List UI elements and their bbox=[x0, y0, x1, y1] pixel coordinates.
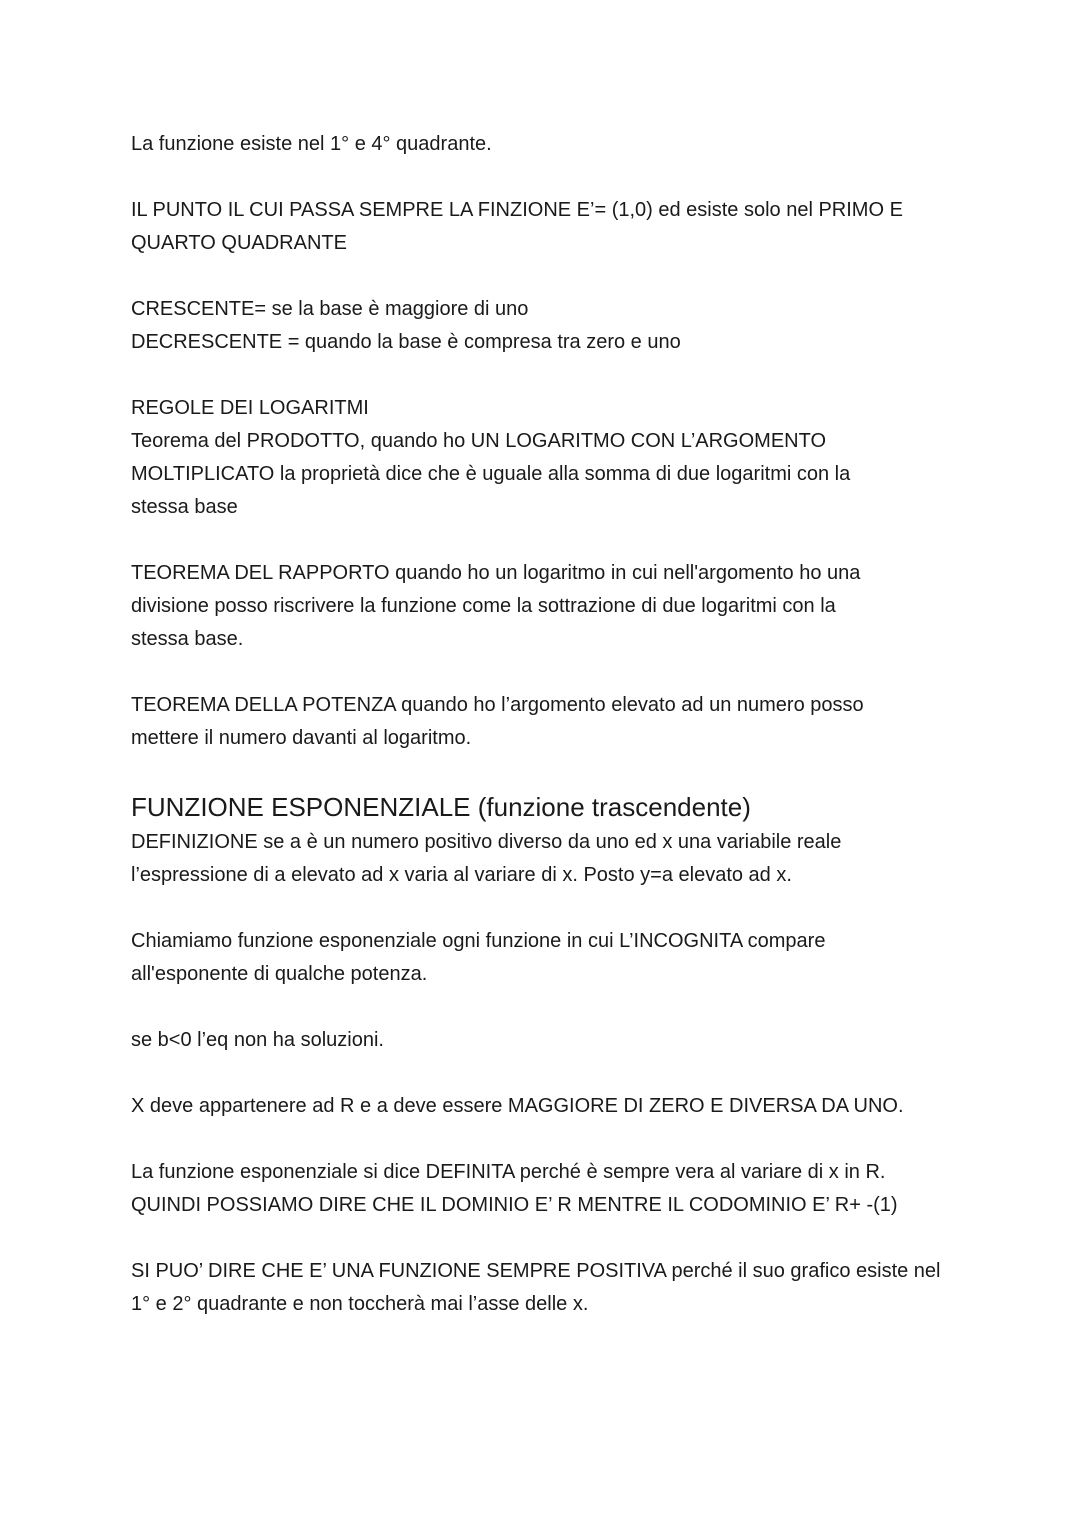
paragraph-always-positive bbox=[131, 1255, 961, 1321]
text-line: La funzione esponenziale si dice DEFINITA perché è sempre vera al variare di x in R. bbox=[131, 1161, 886, 1183]
text-line: QUINDI POSSIAMO DIRE CHE IL DOMINIO E’ R MENTRE IL CODOMINIO E’ R+ -(1) bbox=[131, 1194, 898, 1216]
paragraph-domain-codomain bbox=[131, 1156, 961, 1222]
paragraph-power-rule bbox=[131, 689, 961, 755]
text-line: La funzione esiste nel 1° e 4° quadrante. bbox=[131, 133, 492, 155]
paragraph-quotient-rule bbox=[131, 557, 961, 656]
text-line: DECRESCENTE = quando la base è compresa tra zero e uno bbox=[131, 331, 681, 353]
paragraph-quadrants bbox=[131, 128, 961, 161]
paragraph-definition bbox=[131, 826, 961, 892]
text-line: divisione posso riscrivere la funzione come la sottrazione di due logaritmi con la bbox=[131, 595, 836, 617]
text-line: IL PUNTO IL CUI PASSA SEMPRE LA FINZIONE E’= (1,0) ed esiste solo nel PRIMO E bbox=[131, 199, 903, 221]
text-line: 1° e 2° quadrante e non toccherà mai l’asse delle x. bbox=[131, 1293, 589, 1315]
text-line: QUARTO QUADRANTE bbox=[131, 232, 347, 254]
text-line: TEOREMA DELLA POTENZA quando ho l’argomento elevato ad un numero posso bbox=[131, 694, 864, 716]
text-line: TEOREMA DEL RAPPORTO quando ho un logaritmo in cui nell'argomento ho una bbox=[131, 562, 861, 584]
section-heading: FUNZIONE ESPONENZIALE (funzione trascendente) bbox=[131, 792, 751, 822]
text-line: stessa base. bbox=[131, 628, 244, 650]
text-line: l’espressione di a elevato ad x varia al variare di x. Posto y=a elevato ad x. bbox=[131, 864, 792, 886]
paragraph-exponential-function bbox=[131, 925, 961, 991]
text-line: mettere il numero davanti al logaritmo. bbox=[131, 727, 472, 749]
text-line: MOLTIPLICATO la proprietà dice che è uguale alla somma di due logaritmi con la bbox=[131, 463, 851, 485]
text-line: SI PUO’ DIRE CHE E’ UNA FUNZIONE SEMPRE POSITIVA perché il suo grafico esiste nel bbox=[131, 1260, 941, 1282]
text-line: REGOLE DEI LOGARITMI bbox=[131, 397, 369, 419]
paragraph-no-solutions bbox=[131, 1024, 961, 1057]
document-page bbox=[131, 128, 961, 1321]
text-line: all'esponente di qualche potenza. bbox=[131, 963, 428, 985]
paragraph-monotonicity bbox=[131, 293, 961, 359]
paragraph-fixed-point bbox=[131, 194, 961, 260]
text-line: DEFINIZIONE se a è un numero positivo diverso da uno ed x una variabile reale bbox=[131, 831, 842, 853]
text-line: CRESCENTE= se la base è maggiore di uno bbox=[131, 298, 529, 320]
text-line: stessa base bbox=[131, 496, 238, 518]
text-line: Chiamiamo funzione esponenziale ogni funzione in cui L’INCOGNITA compare bbox=[131, 930, 826, 952]
text-line: Teorema del PRODOTTO, quando ho UN LOGARITMO CON L’ARGOMENTO bbox=[131, 430, 827, 452]
text-line: se b<0 l’eq non ha soluzioni. bbox=[131, 1029, 384, 1051]
paragraph-log-rules-product bbox=[131, 392, 961, 524]
text-line: X deve appartenere ad R e a deve essere MAGGIORE DI ZERO E DIVERSA DA UNO. bbox=[131, 1095, 904, 1117]
paragraph-domain-conditions bbox=[131, 1090, 961, 1123]
